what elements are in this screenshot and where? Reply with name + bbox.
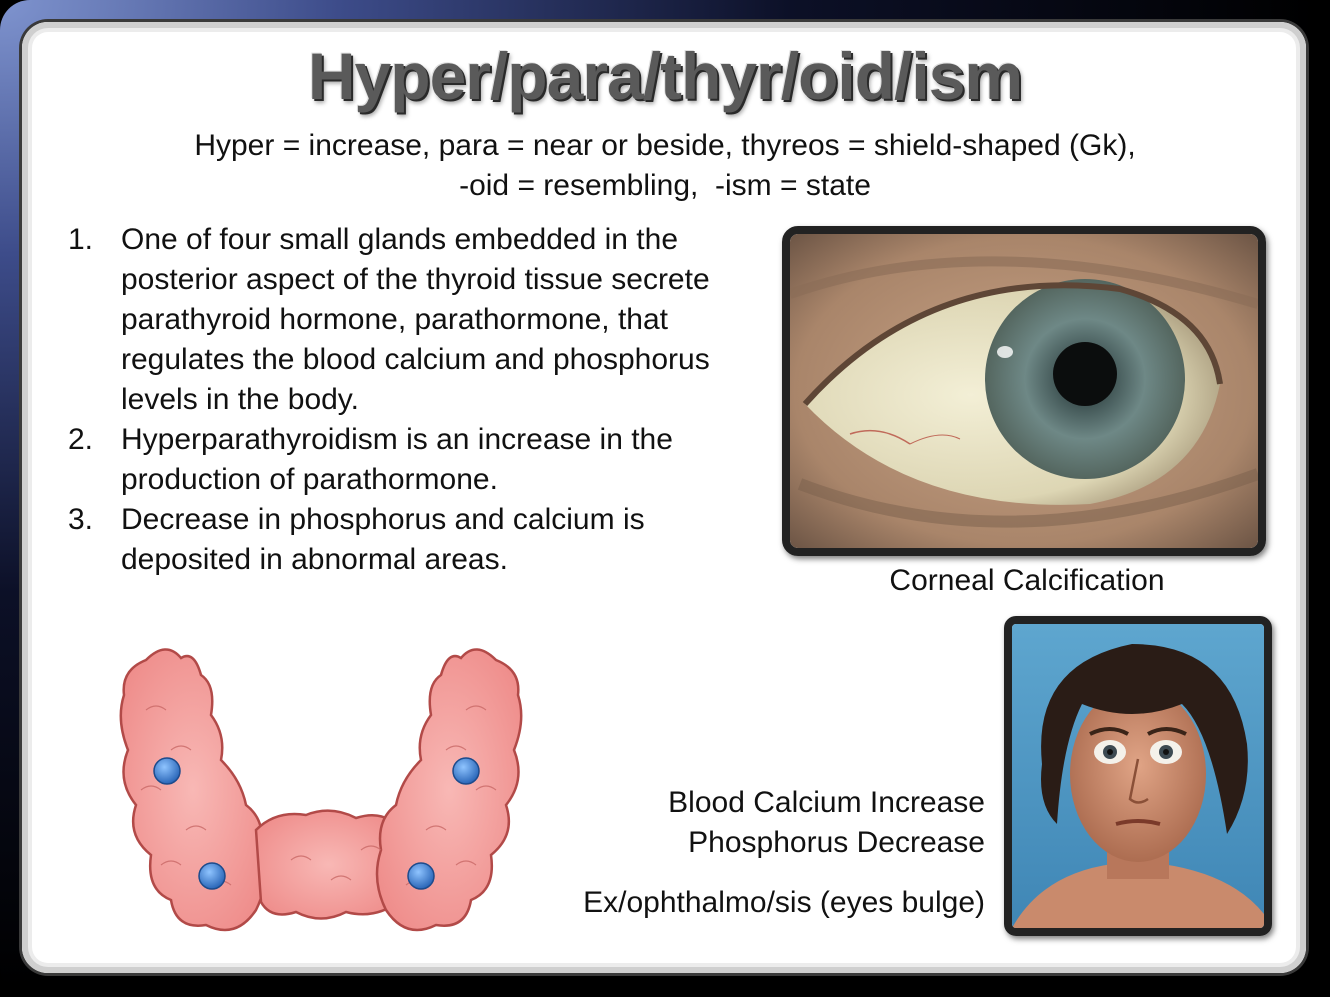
phosphorus-caption: Phosphorus Decrease — [688, 826, 985, 859]
list-item-text: One of four small glands embedded in the posterior aspect of the thyroid tissue secrete parathyroid hormone, parathormone, that regulates the blood calcium and phosphorus levels in the body. — [121, 223, 710, 416]
definition-list — [68, 220, 758, 580]
parathyroid-gland-lower-right — [408, 863, 434, 889]
corneal-calcification-photo — [782, 226, 1266, 556]
parathyroid-gland-upper-right — [453, 758, 479, 784]
subtitle-line-2: -oid = resembling, -ism = state — [459, 169, 871, 202]
subtitle-line-1: Hyper = increase, para = near or beside, thyreos = shield-shaped (Gk), — [194, 129, 1136, 162]
exophthalmos-caption: Ex/ophthalmo/sis (eyes bulge) — [583, 886, 985, 919]
list-item-text: Decrease in phosphorus and calcium is deposited in abnormal areas. — [121, 503, 645, 576]
thyroid-parathyroid-diagram — [116, 640, 526, 940]
eye-illustration — [790, 234, 1258, 548]
list-item — [68, 500, 758, 580]
list-item-number: 1. — [68, 223, 94, 256]
list-item-number: 3. — [68, 503, 94, 536]
face-illustration — [1012, 624, 1264, 928]
slide-title: Hyper/para/thyr/oid/ism — [307, 39, 1023, 113]
list-item — [68, 220, 758, 420]
list-item-text: Hyperparathyroidism is an increase in the production of parathormone. — [121, 423, 673, 496]
parathyroid-gland-lower-left — [199, 863, 225, 889]
list-item-number: 2. — [68, 423, 94, 456]
list-item — [68, 420, 758, 500]
parathyroid-gland-upper-left — [154, 758, 180, 784]
etymology-subtitle — [0, 126, 1330, 206]
eye-photo-caption: Corneal Calcification — [889, 564, 1165, 597]
calcium-caption: Blood Calcium Increase — [668, 786, 985, 819]
thyroid-right-lobe — [377, 649, 521, 930]
exophthalmos-photo — [1004, 616, 1272, 936]
thyroid-left-lobe — [121, 649, 265, 930]
